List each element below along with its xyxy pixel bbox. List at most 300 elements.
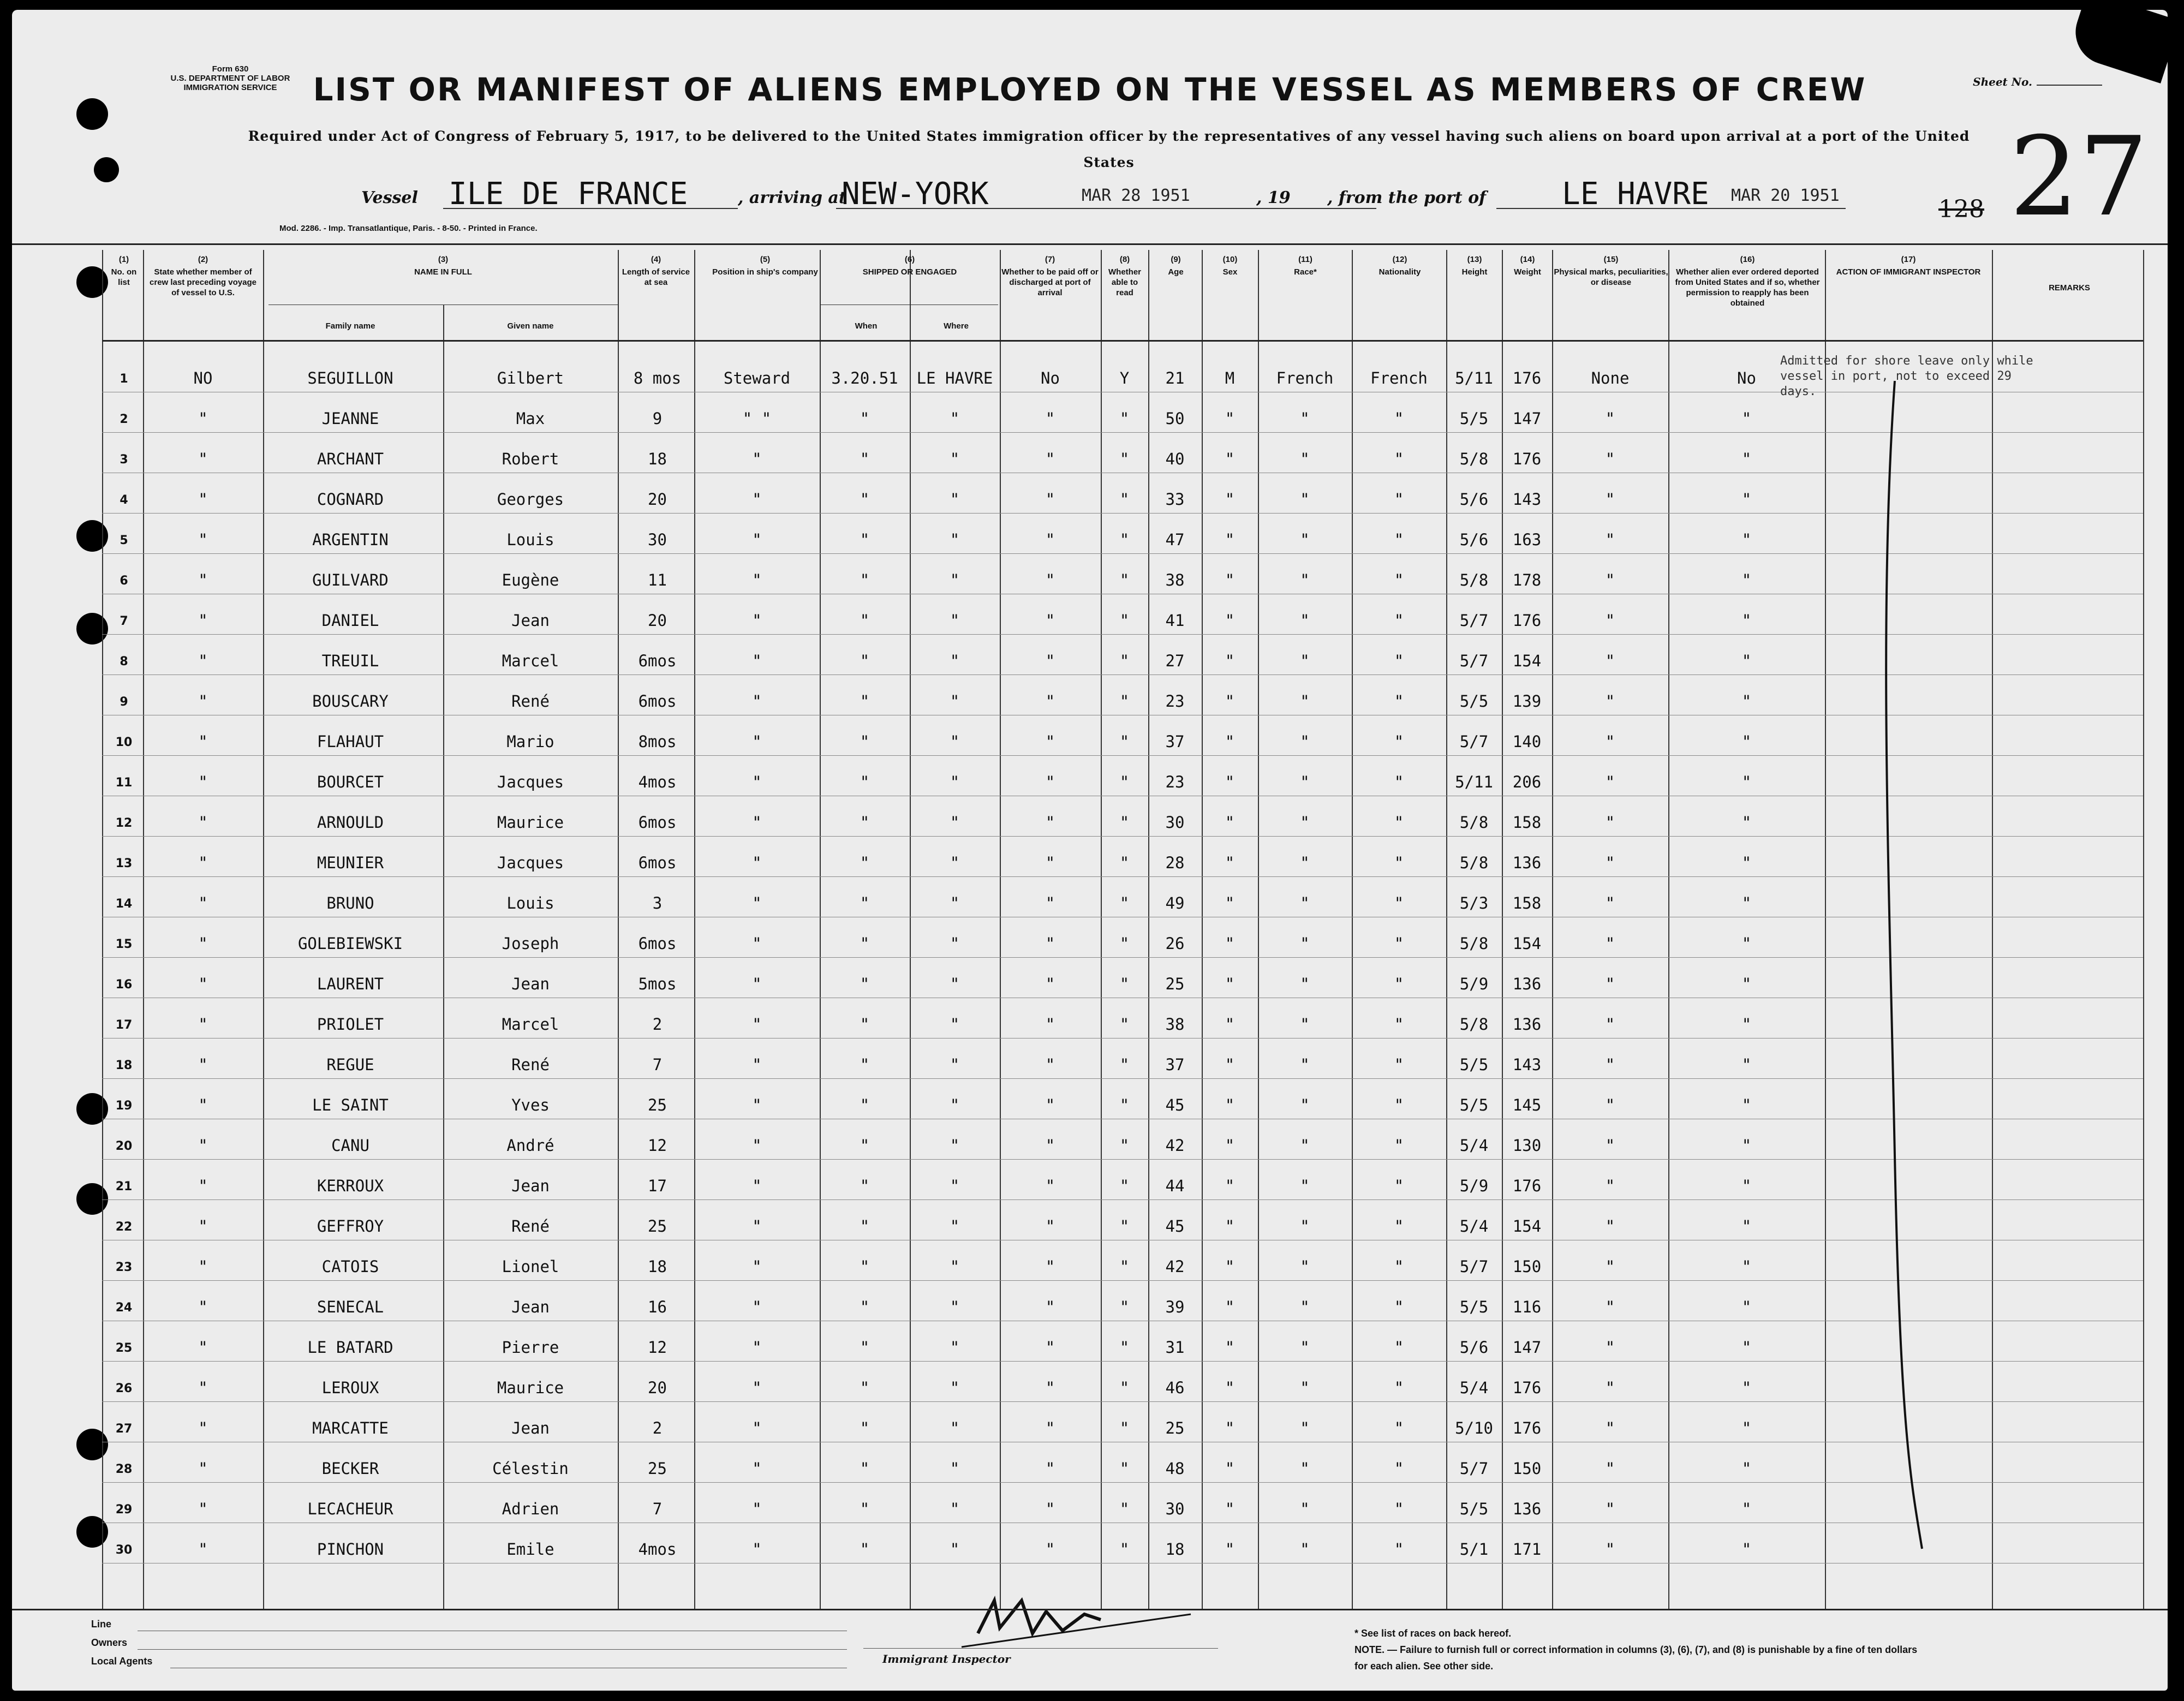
cell-read: " — [1119, 409, 1130, 428]
cell-position: " — [752, 1298, 762, 1316]
cell-prev: " — [198, 692, 208, 711]
cell-read: " — [1119, 934, 1130, 953]
row-number: 4 — [120, 493, 128, 507]
cell-where: " — [950, 975, 960, 993]
cell-given: René — [511, 692, 550, 711]
cell-given: Marcel — [502, 1015, 559, 1034]
cell-position: " — [752, 1338, 762, 1357]
cell-weight: 158 — [1512, 813, 1542, 832]
cell-race: " — [1300, 773, 1310, 791]
cell-family: BRUNO — [326, 894, 374, 912]
cell-where: " — [950, 450, 960, 468]
cell-given: Jacques — [497, 773, 564, 791]
col-header-remarks: REMARKS — [2049, 283, 2090, 293]
row-number: 30 — [115, 1543, 133, 1557]
cell-prev: " — [198, 1338, 208, 1357]
cell-service: 2 — [652, 1015, 663, 1034]
cell-deported: " — [1741, 1378, 1752, 1397]
cell-service: 4mos — [638, 773, 677, 791]
cell-read: " — [1119, 1459, 1130, 1478]
cell-family: SEGUILLON — [307, 369, 393, 387]
cell-read: " — [1119, 813, 1130, 832]
cell-where: LE HAVRE — [916, 369, 993, 387]
owners-label: Owners — [91, 1637, 128, 1648]
cell-family: SENECAL — [317, 1298, 384, 1316]
cell-paid: " — [1045, 854, 1055, 872]
cell-read: Y — [1119, 369, 1130, 387]
cell-deported: " — [1741, 1055, 1752, 1074]
cell-age: 45 — [1165, 1096, 1185, 1114]
cell-nationality: " — [1394, 1055, 1404, 1074]
cell-prev: " — [198, 490, 208, 509]
cell-sex: " — [1225, 1500, 1235, 1518]
col-header-prev-voyage: (2) State whether member of crew last preceding voyage of vessel to U.S. — [150, 255, 256, 297]
cell-sex: " — [1225, 854, 1235, 872]
cell-service: 6mos — [638, 692, 677, 711]
cell-sex: " — [1225, 692, 1235, 711]
footer-rule — [12, 1609, 2168, 1610]
cell-when: 3.20.51 — [831, 369, 898, 387]
cell-read: " — [1119, 732, 1130, 751]
cell-given: Yves — [511, 1096, 550, 1114]
cell-nationality: " — [1394, 975, 1404, 993]
cell-height: 5/6 — [1459, 490, 1489, 509]
cell-marks: " — [1605, 934, 1615, 953]
departure-date-stamp: MAR 20 1951 — [1731, 186, 1840, 205]
cell-weight: 176 — [1512, 450, 1542, 468]
cell-race: " — [1300, 1500, 1310, 1518]
row-number: 25 — [115, 1341, 133, 1355]
cell-position: " — [752, 934, 762, 953]
cell-nationality: " — [1394, 1338, 1404, 1357]
cell-position: " — [752, 1217, 762, 1236]
cell-where: " — [950, 1015, 960, 1034]
cell-family: BECKER — [321, 1459, 379, 1478]
col-header-shipped: (6) SHIPPED OR ENGAGED — [862, 255, 957, 277]
cell-height: 5/5 — [1459, 409, 1489, 428]
cell-when: " — [860, 975, 870, 993]
cell-prev: " — [198, 1015, 208, 1034]
cell-height: 5/8 — [1459, 934, 1489, 953]
cell-age: 25 — [1165, 1419, 1185, 1437]
cell-service: 6mos — [638, 934, 677, 953]
row-number: 29 — [115, 1503, 133, 1517]
cell-height: 5/7 — [1459, 611, 1489, 630]
cell-service: 8 mos — [633, 369, 682, 387]
cell-deported: " — [1741, 813, 1752, 832]
cell-given: André — [506, 1136, 554, 1155]
cell-position: " — [752, 571, 762, 589]
row-number: 7 — [120, 614, 128, 628]
cell-prev: " — [198, 975, 208, 993]
cell-nationality: " — [1394, 1096, 1404, 1114]
cell-race: " — [1300, 692, 1310, 711]
vessel-label: Vessel — [361, 188, 418, 207]
cell-race: " — [1300, 1136, 1310, 1155]
cell-height: 5/5 — [1459, 1500, 1489, 1518]
cell-when: " — [860, 530, 870, 549]
cell-prev: " — [198, 1378, 208, 1397]
cell-deported: No — [1737, 369, 1756, 387]
cell-deported: " — [1741, 1419, 1752, 1437]
cell-marks: " — [1605, 1096, 1615, 1114]
cell-marks: " — [1605, 1177, 1615, 1195]
cell-nationality: " — [1394, 490, 1404, 509]
cell-age: 23 — [1165, 773, 1185, 791]
cell-sex: " — [1225, 1257, 1235, 1276]
cell-height: 5/5 — [1459, 692, 1489, 711]
cell-read: " — [1119, 652, 1130, 670]
cell-prev: " — [198, 1500, 208, 1518]
cell-service: 18 — [648, 1257, 667, 1276]
cell-deported: " — [1741, 571, 1752, 589]
cell-position: " — [752, 692, 762, 711]
cell-height: 5/9 — [1459, 1177, 1489, 1195]
col-header-service: (4) Length of service at sea — [622, 255, 690, 287]
cell-weight: 176 — [1512, 1378, 1542, 1397]
cell-given: Louis — [506, 894, 554, 912]
cell-paid: " — [1045, 1217, 1055, 1236]
cell-deported: " — [1741, 1257, 1752, 1276]
cell-position: " — [752, 1136, 762, 1155]
cell-when: " — [860, 692, 870, 711]
row-number: 16 — [115, 978, 133, 992]
cell-race: French — [1276, 369, 1334, 387]
sheet-label: Sheet No. — [1973, 75, 2032, 88]
cell-nationality: " — [1394, 854, 1404, 872]
cell-marks: " — [1605, 692, 1615, 711]
cell-read: " — [1119, 1136, 1130, 1155]
cell-service: 12 — [648, 1136, 667, 1155]
cell-marks: " — [1605, 1540, 1615, 1559]
cell-deported: " — [1741, 611, 1752, 630]
col-header-age: (9) Age — [1168, 255, 1184, 277]
cell-weight: 206 — [1512, 773, 1542, 791]
cell-when: " — [860, 571, 870, 589]
row-number: 8 — [120, 655, 128, 669]
cell-sex: " — [1225, 813, 1235, 832]
cell-service: 7 — [652, 1055, 663, 1074]
cell-read: " — [1119, 530, 1130, 549]
cell-weight: 158 — [1512, 894, 1542, 912]
cell-when: " — [860, 1217, 870, 1236]
cell-position: " — [752, 530, 762, 549]
col-header-position: (5) Position in ship's company — [712, 255, 818, 277]
cell-read: " — [1119, 975, 1130, 993]
cell-service: 20 — [648, 1378, 667, 1397]
cell-height: 5/7 — [1459, 652, 1489, 670]
cell-paid: " — [1045, 1419, 1055, 1437]
cell-paid: " — [1045, 1257, 1055, 1276]
cell-given: Jean — [511, 1419, 550, 1437]
row-number: 24 — [115, 1301, 133, 1315]
cell-read: " — [1119, 611, 1130, 630]
cell-service: 2 — [652, 1419, 663, 1437]
cell-race: " — [1300, 975, 1310, 993]
cell-position: " — [752, 1015, 762, 1034]
cell-given: Pierre — [502, 1338, 559, 1357]
row-number: 12 — [115, 816, 133, 830]
cell-where: " — [950, 1459, 960, 1478]
cell-prev: " — [198, 1257, 208, 1276]
cell-sex: " — [1225, 450, 1235, 468]
cell-nationality: " — [1394, 1177, 1404, 1195]
cell-family: ARGENTIN — [312, 530, 389, 549]
cell-given: Jean — [511, 975, 550, 993]
cell-paid: " — [1045, 1338, 1055, 1357]
cell-deported: " — [1741, 773, 1752, 791]
cell-family: LE BATARD — [307, 1338, 393, 1357]
cell-family: PRIOLET — [317, 1015, 384, 1034]
service: IMMIGRATION SERVICE — [183, 83, 277, 92]
cell-prev: " — [198, 1459, 208, 1478]
row-number: 3 — [120, 453, 128, 467]
row-number: 28 — [115, 1463, 133, 1476]
cell-service: 3 — [652, 894, 663, 912]
cell-marks: " — [1605, 773, 1615, 791]
cell-given: Jean — [511, 1177, 550, 1195]
cell-marks: " — [1605, 1217, 1615, 1236]
cell-deported: " — [1741, 1096, 1752, 1114]
cell-nationality: " — [1394, 692, 1404, 711]
cell-age: 40 — [1165, 450, 1185, 468]
cell-given: Célestin — [492, 1459, 569, 1478]
cell-service: 25 — [648, 1217, 667, 1236]
agents-label: Local Agents — [91, 1656, 153, 1667]
cell-nationality: " — [1394, 1257, 1404, 1276]
cell-height: 5/8 — [1459, 813, 1489, 832]
cell-marks: " — [1605, 409, 1615, 428]
cell-age: 44 — [1165, 1177, 1185, 1195]
cell-read: " — [1119, 1257, 1130, 1276]
cell-height: 5/6 — [1459, 530, 1489, 549]
row-number: 17 — [115, 1018, 133, 1032]
cell-where: " — [950, 1500, 960, 1518]
cell-weight: 139 — [1512, 692, 1542, 711]
cell-paid: " — [1045, 692, 1055, 711]
cell-weight: 150 — [1512, 1257, 1542, 1276]
cell-prev: " — [198, 1217, 208, 1236]
row-number: 11 — [115, 776, 133, 790]
cell-when: " — [860, 450, 870, 468]
cell-paid: " — [1045, 934, 1055, 953]
cell-given: Lionel — [502, 1257, 559, 1276]
cell-marks: " — [1605, 1419, 1615, 1437]
cell-where: " — [950, 854, 960, 872]
cell-marks: " — [1605, 1257, 1615, 1276]
cell-where: " — [950, 1540, 960, 1559]
row-number: 14 — [115, 897, 133, 911]
cell-height: 5/4 — [1459, 1217, 1489, 1236]
cell-marks: " — [1605, 530, 1615, 549]
cell-weight: 163 — [1512, 530, 1542, 549]
cell-sex: " — [1225, 1338, 1235, 1357]
cell-given: René — [511, 1055, 550, 1074]
cell-service: 5mos — [638, 975, 677, 993]
cell-read: " — [1119, 894, 1130, 912]
cell-given: Maurice — [497, 1378, 564, 1397]
cell-weight: 136 — [1512, 1500, 1542, 1518]
cell-prev: " — [198, 611, 208, 630]
cell-age: 39 — [1165, 1298, 1185, 1316]
cell-age: 45 — [1165, 1217, 1185, 1236]
cell-paid: " — [1045, 1540, 1055, 1559]
cell-marks: " — [1605, 1459, 1615, 1478]
cell-where: " — [950, 652, 960, 670]
cell-when: " — [860, 813, 870, 832]
cell-service: 18 — [648, 450, 667, 468]
from-label: , from the port of — [1327, 188, 1487, 207]
annotation-overlay — [12, 10, 2168, 1691]
penalty-note: NOTE. — Failure to furnish full or correct information in columns (3), (6), (7), and (8) is punishable by a fine of ten dollars for each alien. See other side. — [1354, 1644, 1918, 1672]
cell-service: 17 — [648, 1177, 667, 1195]
cell-marks: " — [1605, 1055, 1615, 1074]
arrival-date-stamp: MAR 28 1951 — [1082, 186, 1190, 205]
cell-given: René — [511, 1217, 550, 1236]
cell-marks: " — [1605, 1015, 1615, 1034]
cell-where: " — [950, 1257, 960, 1276]
cell-height: 5/9 — [1459, 975, 1489, 993]
cell-family: BOUSCARY — [312, 692, 389, 711]
cell-family: ARCHANT — [317, 450, 384, 468]
cell-where: " — [950, 1055, 960, 1074]
row-number: 6 — [120, 574, 128, 588]
cell-age: 25 — [1165, 975, 1185, 993]
cell-marks: " — [1605, 1338, 1615, 1357]
cell-service: 30 — [648, 530, 667, 549]
cell-weight: 176 — [1512, 1177, 1542, 1195]
cell-when: " — [860, 732, 870, 751]
cell-deported: " — [1741, 1459, 1752, 1478]
cell-given: Eugène — [502, 571, 559, 589]
inspector-check-line — [1886, 381, 1922, 1549]
cell-age: 37 — [1165, 732, 1185, 751]
cell-age: 46 — [1165, 1378, 1185, 1397]
cell-marks: " — [1605, 450, 1615, 468]
cell-race: " — [1300, 1298, 1310, 1316]
cell-nationality: " — [1394, 813, 1404, 832]
cell-sex: " — [1225, 773, 1235, 791]
cell-deported: " — [1741, 530, 1752, 549]
cell-nationality: " — [1394, 934, 1404, 953]
col-header-sex: (10) Sex — [1222, 255, 1238, 277]
cell-where: " — [950, 1378, 960, 1397]
cell-given: Joseph — [502, 934, 559, 953]
cell-read: " — [1119, 1055, 1130, 1074]
cell-weight: 150 — [1512, 1459, 1542, 1478]
cell-position: " — [752, 732, 762, 751]
cell-sex: " — [1225, 1217, 1235, 1236]
cell-where: " — [950, 490, 960, 509]
cell-age: 33 — [1165, 490, 1185, 509]
cell-age: 18 — [1165, 1540, 1185, 1559]
line-label: Line — [91, 1619, 112, 1630]
cell-family: LE SAINT — [312, 1096, 389, 1114]
cell-race: " — [1300, 1177, 1310, 1195]
cell-service: 20 — [648, 611, 667, 630]
cell-given: Emile — [506, 1540, 554, 1559]
cell-deported: " — [1741, 652, 1752, 670]
cell-weight: 140 — [1512, 732, 1542, 751]
cell-height: 5/3 — [1459, 894, 1489, 912]
cell-race: " — [1300, 934, 1310, 953]
cell-where: " — [950, 692, 960, 711]
cell-race: " — [1300, 1096, 1310, 1114]
cell-given: Marcel — [502, 652, 559, 670]
cell-prev: " — [198, 652, 208, 670]
cell-sex: " — [1225, 1136, 1235, 1155]
cell-family: MARCATTE — [312, 1419, 389, 1437]
cell-marks: " — [1605, 975, 1615, 993]
cell-family: CATOIS — [321, 1257, 379, 1276]
cell-read: " — [1119, 1177, 1130, 1195]
cell-height: 5/5 — [1459, 1096, 1489, 1114]
cell-when: " — [860, 1257, 870, 1276]
cell-age: 47 — [1165, 530, 1185, 549]
cell-family: MEUNIER — [317, 854, 384, 872]
cell-position: " — [752, 1378, 762, 1397]
cell-race: " — [1300, 409, 1310, 428]
cell-age: 48 — [1165, 1459, 1185, 1478]
cell-when: " — [860, 1136, 870, 1155]
cell-marks: None — [1591, 369, 1630, 387]
cell-race: " — [1300, 652, 1310, 670]
cell-age: 42 — [1165, 1257, 1185, 1276]
col-header-number: (1) No. on list — [111, 255, 137, 287]
cell-nationality: " — [1394, 652, 1404, 670]
cell-sex: " — [1225, 409, 1235, 428]
cell-height: 5/5 — [1459, 1298, 1489, 1316]
cell-paid: " — [1045, 530, 1055, 549]
cell-when: " — [860, 934, 870, 953]
owners-blank — [138, 1649, 847, 1650]
col-header-given: Given name — [507, 321, 554, 331]
cell-family: TREUIL — [321, 652, 379, 670]
manifest-sheet — [12, 10, 2168, 1691]
cell-nationality: " — [1394, 530, 1404, 549]
cell-family: BOURCET — [317, 773, 384, 791]
cell-family: GEFFROY — [317, 1217, 384, 1236]
cell-prev: " — [198, 773, 208, 791]
cell-when: " — [860, 1298, 870, 1316]
cell-read: " — [1119, 854, 1130, 872]
cell-position: " — [752, 450, 762, 468]
cell-when: " — [860, 773, 870, 791]
cell-paid: " — [1045, 1177, 1055, 1195]
cell-height: 5/10 — [1455, 1419, 1493, 1437]
arriving-label: , arriving at — [738, 188, 846, 207]
cell-where: " — [950, 1419, 960, 1437]
cell-when: " — [860, 1459, 870, 1478]
cell-height: 5/4 — [1459, 1378, 1489, 1397]
cell-read: " — [1119, 1217, 1130, 1236]
cell-sex: " — [1225, 1378, 1235, 1397]
cell-read: " — [1119, 1500, 1130, 1518]
cell-paid: " — [1045, 571, 1055, 589]
row-number: 26 — [115, 1382, 133, 1395]
cell-deported: " — [1741, 409, 1752, 428]
cell-race: " — [1300, 490, 1310, 509]
cell-sex: " — [1225, 611, 1235, 630]
cell-when: " — [860, 1015, 870, 1034]
cell-sex: " — [1225, 490, 1235, 509]
cell-height: 5/7 — [1459, 732, 1489, 751]
cell-weight: 171 — [1512, 1540, 1542, 1559]
cell-given: Maurice — [497, 813, 564, 832]
cell-paid: " — [1045, 773, 1055, 791]
vessel-name: ILE DE FRANCE — [449, 176, 688, 212]
cell-sex: " — [1225, 1015, 1235, 1034]
